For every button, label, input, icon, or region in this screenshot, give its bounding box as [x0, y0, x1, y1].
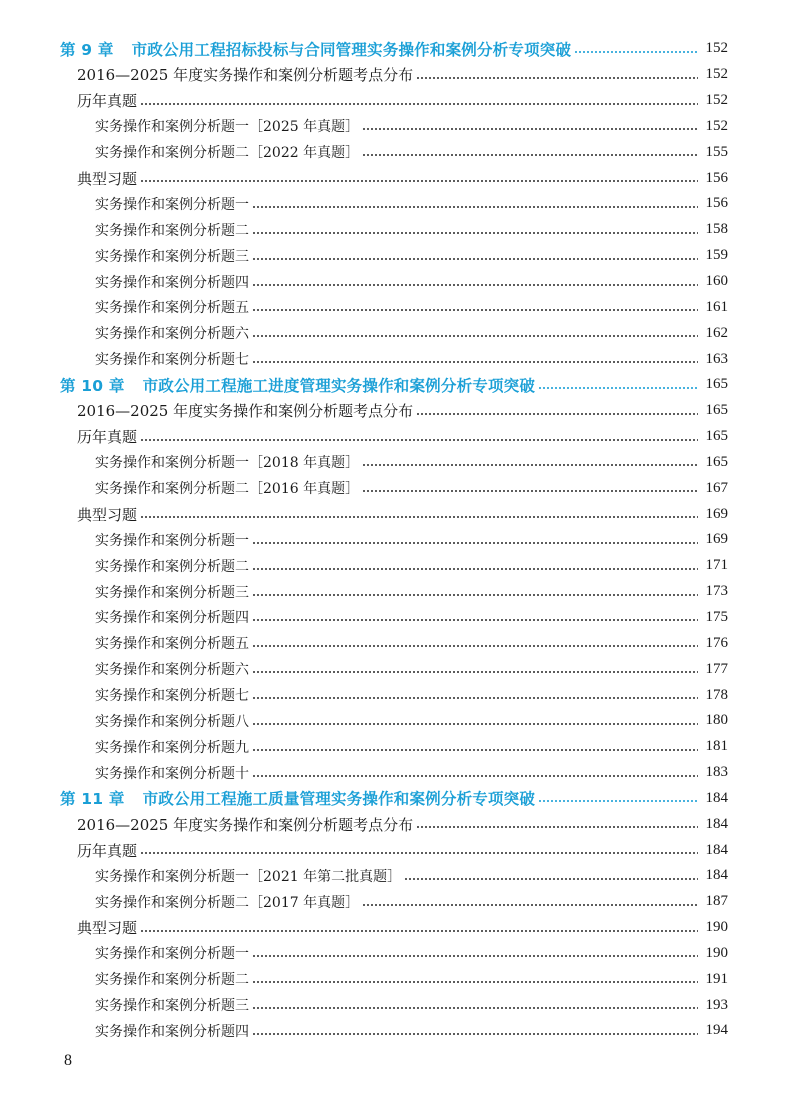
toc-section[interactable] [0, 915, 790, 941]
chapter-number: 第 9 章 [60, 40, 114, 59]
toc-entry-label: 实务操作和案例分析题一［2025 年真题］ [95, 119, 360, 136]
toc-item[interactable] [0, 346, 790, 372]
toc-item[interactable] [0, 863, 790, 889]
toc-entry-label: 实务操作和案例分析题八 [95, 713, 249, 730]
dot-leader [252, 619, 698, 621]
toc-item[interactable] [0, 114, 790, 140]
toc-page-number: 159 [705, 247, 728, 264]
toc-entry-label: 实务操作和案例分析题四 [95, 274, 249, 291]
toc-page-number: 181 [705, 738, 728, 755]
toc-page-number: 163 [705, 350, 728, 367]
toc-section[interactable] [0, 165, 790, 191]
chapter-title: 市政公用工程施工质量管理实务操作和案例分析专项突破 [142, 790, 536, 809]
toc-page-number: 176 [705, 634, 728, 651]
dot-leader [416, 826, 698, 828]
toc-page-number: 175 [705, 608, 728, 625]
dot-leader [252, 775, 698, 777]
toc-item[interactable] [0, 708, 790, 734]
dot-leader [538, 800, 698, 802]
chapter-number: 第 10 章 [60, 376, 125, 395]
dot-leader [574, 51, 698, 53]
toc-entry-label: 实务操作和案例分析题五 [95, 300, 249, 317]
toc-item[interactable] [0, 527, 790, 553]
toc-page-number: 184 [705, 867, 728, 884]
toc-section[interactable] [0, 398, 790, 424]
table-of-contents [0, 36, 790, 1044]
toc-entry-label: 典型习题 [77, 169, 138, 188]
dot-leader [140, 180, 698, 182]
dot-leader [252, 955, 698, 957]
toc-entry-label: 实务操作和案例分析题四 [95, 1023, 249, 1040]
toc-item[interactable] [0, 630, 790, 656]
toc-entry-label: 实务操作和案例分析题七 [95, 688, 249, 705]
toc-entry-label: 实务操作和案例分析题三 [95, 248, 249, 265]
toc-chapter[interactable] [0, 372, 790, 398]
toc-item[interactable] [0, 217, 790, 243]
toc-item[interactable] [0, 605, 790, 631]
toc-page-number: 165 [705, 402, 728, 419]
toc-item[interactable] [0, 294, 790, 320]
toc-item[interactable] [0, 269, 790, 295]
toc-page-number: 177 [705, 660, 728, 677]
toc-page-number: 165 [705, 453, 728, 470]
toc-entry-label: 实务操作和案例分析题二［2017 年真题］ [95, 894, 360, 911]
toc-page-number: 158 [705, 221, 728, 238]
toc-page-number: 184 [705, 789, 728, 806]
toc-page-number: 152 [705, 117, 728, 134]
toc-item[interactable] [0, 734, 790, 760]
dot-leader [252, 542, 698, 544]
toc-entry-label: 实务操作和案例分析题七 [95, 352, 249, 369]
dot-leader [538, 387, 698, 389]
dot-leader [362, 464, 698, 466]
dot-leader [404, 878, 698, 880]
toc-entry-label: 历年真题 [77, 92, 138, 111]
toc-page-number: 152 [705, 40, 728, 57]
toc-page-number: 190 [705, 919, 728, 936]
toc-item[interactable] [0, 941, 790, 967]
dot-leader [252, 206, 698, 208]
toc-page-number: 169 [705, 531, 728, 548]
toc-entry-label: 2016—2025 年度实务操作和案例分析题考点分布 [77, 66, 414, 85]
page-number: 8 [64, 1052, 72, 1069]
dot-leader [252, 284, 698, 286]
toc-chapter[interactable] [0, 785, 790, 811]
dot-leader [252, 981, 698, 983]
dot-leader [252, 568, 698, 570]
toc-page-number: 183 [705, 764, 728, 781]
toc-item[interactable] [0, 475, 790, 501]
toc-page-number: 167 [705, 479, 728, 496]
dot-leader [252, 594, 698, 596]
toc-page-number: 187 [705, 893, 728, 910]
chapter-title: 市政公用工程施工进度管理实务操作和案例分析专项突破 [142, 376, 536, 395]
toc-item[interactable] [0, 320, 790, 346]
toc-page-number: 180 [705, 712, 728, 729]
dot-leader [252, 723, 698, 725]
toc-page-number: 156 [705, 195, 728, 212]
toc-page-number: 155 [705, 143, 728, 160]
toc-entry-label: 实务操作和案例分析题二 [95, 558, 249, 575]
toc-entry-label: 实务操作和案例分析题九 [95, 739, 249, 756]
toc-entry-label: 实务操作和案例分析题十 [95, 765, 249, 782]
dot-leader [362, 154, 698, 156]
toc-section[interactable] [0, 88, 790, 114]
toc-page-number: 152 [705, 92, 728, 109]
dot-leader [362, 904, 698, 906]
toc-entry-label [60, 374, 535, 396]
toc-item[interactable] [0, 243, 790, 269]
toc-page-number: 171 [705, 557, 728, 574]
toc-entry-label: 2016—2025 年度实务操作和案例分析题考点分布 [77, 402, 414, 421]
toc-entry-label: 实务操作和案例分析题一［2021 年第二批真题］ [95, 868, 402, 885]
toc-section[interactable] [0, 501, 790, 527]
toc-item[interactable] [0, 992, 790, 1018]
toc-page-number: 184 [705, 815, 728, 832]
toc-page-number: 165 [705, 428, 728, 445]
dot-leader [140, 439, 698, 441]
dot-leader [252, 1033, 698, 1035]
dot-leader [252, 1007, 698, 1009]
dot-leader [252, 361, 698, 363]
dot-leader [140, 516, 698, 518]
dot-leader [140, 852, 698, 854]
toc-entry-label: 实务操作和案例分析题二［2022 年真题］ [95, 145, 360, 162]
toc-page-number: 193 [705, 996, 728, 1013]
toc-page-number: 178 [705, 686, 728, 703]
toc-section[interactable] [0, 62, 790, 88]
toc-page-number: 156 [705, 169, 728, 186]
dot-leader [252, 697, 698, 699]
chapter-title: 市政公用工程招标投标与合同管理实务操作和案例分析专项突破 [131, 40, 572, 59]
toc-entry-label: 实务操作和案例分析题六 [95, 662, 249, 679]
toc-page-number: 184 [705, 841, 728, 858]
toc-entry-label: 历年真题 [77, 841, 138, 860]
chapter-number: 第 11 章 [60, 790, 125, 809]
toc-page-number: 190 [705, 944, 728, 961]
dot-leader [416, 413, 698, 415]
dot-leader [252, 645, 698, 647]
toc-entry-label: 实务操作和案例分析题一 [95, 196, 249, 213]
dot-leader [252, 232, 698, 234]
toc-entry-label: 2016—2025 年度实务操作和案例分析题考点分布 [77, 815, 414, 834]
toc-item[interactable] [0, 656, 790, 682]
toc-entry-label [60, 38, 571, 60]
toc-section[interactable] [0, 424, 790, 450]
toc-chapter[interactable] [0, 36, 790, 62]
toc-item[interactable] [0, 682, 790, 708]
toc-page-number: 194 [705, 1022, 728, 1039]
dot-leader [362, 128, 698, 130]
dot-leader [252, 258, 698, 260]
toc-entry-label: 实务操作和案例分析题二 [95, 222, 249, 239]
toc-entry-label: 实务操作和案例分析题一 [95, 946, 249, 963]
dot-leader [252, 749, 698, 751]
toc-entry-label: 实务操作和案例分析题三 [95, 584, 249, 601]
toc-page-number: 165 [705, 376, 728, 393]
toc-page-number: 160 [705, 273, 728, 290]
dot-leader [252, 309, 698, 311]
dot-leader [140, 930, 698, 932]
toc-item[interactable] [0, 889, 790, 915]
toc-item[interactable] [0, 1018, 790, 1044]
dot-leader [416, 77, 698, 79]
toc-entry-label: 典型习题 [77, 505, 138, 524]
toc-entry-label: 实务操作和案例分析题六 [95, 326, 249, 343]
toc-item[interactable] [0, 553, 790, 579]
toc-item[interactable] [0, 579, 790, 605]
toc-page-number: 173 [705, 583, 728, 600]
toc-entry-label: 实务操作和案例分析题三 [95, 998, 249, 1015]
toc-page-number: 161 [705, 298, 728, 315]
toc-page-number: 162 [705, 324, 728, 341]
dot-leader [252, 671, 698, 673]
toc-item[interactable] [0, 450, 790, 476]
toc-entry-label: 历年真题 [77, 428, 138, 447]
toc-item[interactable] [0, 139, 790, 165]
toc-entry-label: 实务操作和案例分析题一［2018 年真题］ [95, 455, 360, 472]
toc-item[interactable] [0, 191, 790, 217]
toc-entry-label: 典型习题 [77, 919, 138, 938]
toc-section[interactable] [0, 837, 790, 863]
toc-entry-label: 实务操作和案例分析题四 [95, 610, 249, 627]
toc-page-number: 169 [705, 505, 728, 522]
dot-leader [252, 335, 698, 337]
toc-entry-label: 实务操作和案例分析题一 [95, 532, 249, 549]
toc-item[interactable] [0, 760, 790, 786]
toc-entry-label: 实务操作和案例分析题五 [95, 636, 249, 653]
toc-section[interactable] [0, 811, 790, 837]
toc-entry-label [60, 787, 535, 809]
toc-entry-label: 实务操作和案例分析题二［2016 年真题］ [95, 481, 360, 498]
dot-leader [362, 490, 698, 492]
toc-item[interactable] [0, 966, 790, 992]
toc-page-number: 152 [705, 66, 728, 83]
toc-entry-label: 实务操作和案例分析题二 [95, 972, 249, 989]
toc-page-number: 191 [705, 970, 728, 987]
dot-leader [140, 103, 698, 105]
